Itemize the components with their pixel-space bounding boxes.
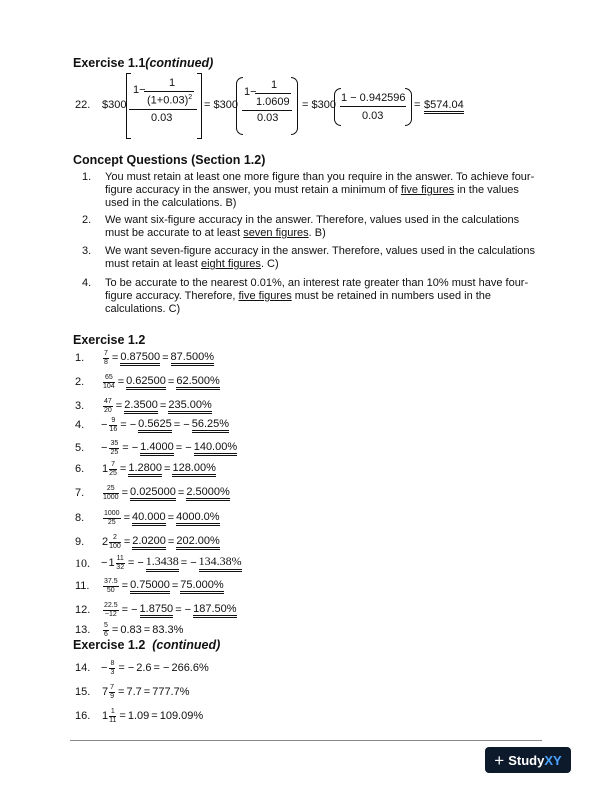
concept-line: figure accuracy. Therefore, five figures must be retained in numbers used in the (105, 290, 492, 302)
equals: = (143, 624, 151, 636)
exercise-item (75, 578, 224, 594)
decimal-value: 1.8750 (140, 603, 174, 618)
decimal-value: 1.2800 (128, 462, 162, 477)
numerator-3: 1 − 0.942596 (341, 92, 406, 104)
logo-text-xy: XY (544, 752, 562, 768)
percent-value: 2.5000% (186, 486, 229, 501)
fraction: $\frac{47}{20}$ (104, 398, 112, 414)
equals: = − (121, 604, 138, 616)
concept-line: used in the calculations. B) (105, 197, 237, 209)
paren-expression: $(1+0.03)^2$ (147, 94, 193, 107)
item-number: 6. (75, 463, 85, 475)
equals: = − (127, 557, 144, 569)
concept-questions-heading: Concept Questions (Section 1.2) (73, 153, 266, 167)
denominator-1-0609: 1.0609 (256, 96, 290, 108)
fraction: $\frac{2}{100}$ (109, 534, 121, 550)
main-fraction-line-1 (129, 109, 197, 110)
percent-value: 202.00% (176, 535, 219, 550)
decimal-value: 2.6 (136, 662, 152, 674)
decimal-value: 0.025000 (130, 486, 176, 501)
percent-value: 75.000% (180, 579, 223, 594)
percent-value: 83.3% (152, 624, 184, 636)
percent-value: 134.38% (199, 554, 242, 572)
decimal-value: 2.3500 (124, 399, 158, 414)
item-number: 8. (75, 512, 85, 524)
concept-line: figure accuracy in the answer, you must retain a minimum of five figures in the values (105, 184, 519, 196)
item-number: 11. (75, 580, 90, 592)
exercise-1-1-heading (73, 56, 213, 70)
decimal-value: 2.0200 (132, 535, 166, 550)
equals: = (167, 376, 175, 388)
fraction: $\frac{9}{16}$ (109, 417, 118, 433)
inner-fraction-line-2 (255, 93, 291, 94)
item-number: 2. (75, 376, 85, 388)
right-square-bracket (197, 73, 202, 139)
fraction: $\frac{1000}{25}$ (104, 510, 120, 526)
equals: = − (180, 557, 197, 569)
whole-part: 1 (102, 463, 109, 475)
fraction: $\frac{35}{25}$ (110, 440, 119, 456)
footer-divider (70, 740, 542, 741)
rate-3: 0.03 (362, 110, 384, 122)
whole-part: 7 (102, 686, 109, 698)
exercise-item (75, 622, 183, 638)
equals: = − (175, 442, 192, 454)
item-number: 9. (75, 536, 85, 548)
one-minus-2: 1− (244, 86, 257, 98)
decimal-value: 0.75000 (130, 579, 170, 594)
equals: = (164, 463, 171, 475)
concept-line: must be accurate to at least seven figures. B) (105, 227, 326, 239)
decimal-value: 0.83 (120, 624, 142, 636)
equals: = (167, 512, 175, 524)
decimal-value: 0.5625 (138, 418, 172, 433)
concept-line: You must retain at least one more figure than you require in the answer. To achieve four- (105, 171, 535, 183)
percent-value: 235.00% (168, 399, 211, 414)
equals: = (119, 463, 127, 475)
concept-line: To be accurate to the nearest 0.01%, an interest rate greater than 10% must have four- (105, 277, 529, 289)
equals: = (143, 686, 151, 698)
percent-value: 62.500% (176, 375, 219, 390)
heading-text: Exercise 1.1 (73, 56, 146, 70)
studyxy-logo (485, 747, 571, 773)
inner-one-2: 1 (271, 79, 278, 91)
exercise-item (75, 602, 237, 618)
decimal-value: 40.000 (132, 511, 166, 526)
left-square-bracket (126, 73, 131, 139)
rate-2: 0.03 (257, 112, 279, 124)
main-fraction-line-2 (242, 110, 292, 111)
percent-value: 777.7% (152, 686, 190, 698)
sign: − (101, 557, 108, 569)
equals: = (121, 580, 129, 592)
main-fraction-line-3 (340, 106, 406, 107)
equals: = − (122, 442, 139, 454)
dollar-300: $300 (102, 99, 127, 111)
fraction: $\frac{7}{25}$ (109, 461, 117, 477)
concept-line: calculations. C) (105, 303, 181, 315)
sign: − (101, 419, 108, 431)
exercise-item (75, 485, 230, 501)
item-number: 5. (75, 442, 85, 454)
logo-text-study: Study (508, 752, 545, 768)
item-number: 14. (75, 662, 91, 674)
exercise-item (75, 417, 229, 433)
percent-value: 140.00% (194, 441, 237, 456)
rate-1: 0.03 (151, 112, 173, 124)
equals: = (123, 512, 131, 524)
exercise-1-2-heading: Exercise 1.2 (73, 333, 146, 347)
equals: = (177, 487, 185, 499)
equals: = (111, 352, 119, 364)
fraction: $\frac{8}{3}$ (110, 660, 115, 676)
item-number: 12. (75, 604, 91, 616)
concept-line: We want six-figure accuracy in the answer. Therefore, values used in the calculations (105, 214, 520, 226)
exercise-item (75, 660, 209, 676)
item-number: 4. (75, 419, 85, 431)
fraction: $\frac{37.5}{50}$ (104, 578, 118, 594)
fraction: $\frac{1}{11}$ (109, 708, 117, 724)
equals: = (167, 536, 175, 548)
percent-value: 266.6% (171, 662, 209, 674)
inner-one: 1 (169, 77, 176, 89)
whole-part: 1 (108, 557, 115, 569)
item-number: 1. (75, 352, 85, 364)
heading-continued: (continued) (145, 56, 214, 70)
equals: = (115, 400, 123, 412)
concept-num: 4. (82, 277, 92, 289)
exercise-item (75, 350, 214, 366)
exercise-item (75, 534, 220, 550)
whole-part: 2 (102, 536, 109, 548)
inner-fraction-line (144, 91, 194, 92)
concept-num: 2. (82, 214, 92, 226)
equals-final: = (414, 99, 421, 111)
equals-300-c: = $300 (302, 99, 336, 111)
final-answer: $574.04 (424, 99, 464, 114)
equals: = − (153, 662, 170, 674)
equals-300-b: = $300 (204, 99, 238, 111)
right-paren-3 (405, 88, 412, 126)
percent-value: 4000.0% (176, 511, 219, 526)
concept-line: must retain at least eight figures. C) (105, 258, 279, 270)
right-paren-2 (291, 77, 298, 135)
sign: − (101, 662, 108, 674)
decimal-value: 0.87500 (120, 351, 160, 366)
decimal-value: 7.7 (126, 686, 142, 698)
exercise-item (75, 440, 237, 456)
plus-icon: + (494, 750, 505, 770)
equals: = (151, 710, 158, 722)
exercise-item (75, 708, 203, 724)
equals: = − (118, 662, 135, 674)
item-number: 13. (75, 624, 91, 636)
decimal-value: 1.3438 (146, 554, 179, 572)
fraction: $\frac{11}{32}$ (116, 555, 125, 571)
sign: − (101, 442, 108, 454)
percent-value: 109.09% (159, 710, 204, 722)
item-number: 3. (75, 400, 85, 412)
percent-value: 128.00% (172, 462, 215, 477)
equals: = (121, 487, 129, 499)
fraction: $\frac{25}{1000}$ (103, 485, 119, 501)
exercise-item (75, 554, 242, 572)
item-number: 16. (75, 710, 91, 722)
left-paren-2 (236, 77, 243, 135)
equals: = (111, 624, 119, 636)
percent-value: 87.500% (171, 351, 214, 366)
exercise-item (75, 398, 212, 414)
equals: = − (120, 419, 137, 431)
item-number: 10. (75, 555, 90, 570)
item-number: 7. (75, 487, 85, 499)
equals: = (162, 352, 169, 364)
whole-part: 1 (102, 710, 109, 722)
equals: = (159, 400, 167, 412)
item-number: 15. (75, 686, 91, 698)
exercise-item (75, 461, 216, 477)
concept-num: 3. (82, 245, 92, 257)
equals: = (171, 580, 179, 592)
exercise-item (75, 374, 220, 390)
exercise-item (75, 684, 190, 700)
equals: = (123, 536, 131, 548)
problem-number: 22. (75, 99, 91, 111)
decimal-value: 0.62500 (126, 375, 166, 390)
equals: = − (175, 604, 192, 616)
percent-value: 187.50% (193, 603, 236, 618)
concept-num: 1. (82, 171, 92, 183)
exercise-1-2-continued-heading: Exercise 1.2 (continued) (73, 638, 221, 652)
exercise-item (75, 510, 220, 526)
decimal-value: 1.4000 (140, 441, 174, 456)
fraction: $\frac{65}{104}$ (103, 374, 115, 390)
equals: = (117, 376, 125, 388)
equals: = − (173, 419, 190, 431)
left-paren-3 (334, 88, 341, 126)
decimal-value: 1.09 (127, 710, 150, 722)
fraction: $\frac{5}{6}$ (104, 622, 108, 638)
fraction: $\frac{7}{8}$ (104, 350, 108, 366)
equals: = (118, 686, 125, 698)
equals: = (119, 710, 126, 722)
fraction: $\frac{22.5}{-12}$ (104, 602, 118, 618)
percent-value: 56.25% (192, 418, 229, 433)
one-minus: 1− (133, 84, 146, 96)
concept-line: We want seven-figure accuracy in the answer. Therefore, values used in the calculations (105, 245, 536, 257)
fraction: $\frac{7}{9}$ (110, 684, 115, 700)
